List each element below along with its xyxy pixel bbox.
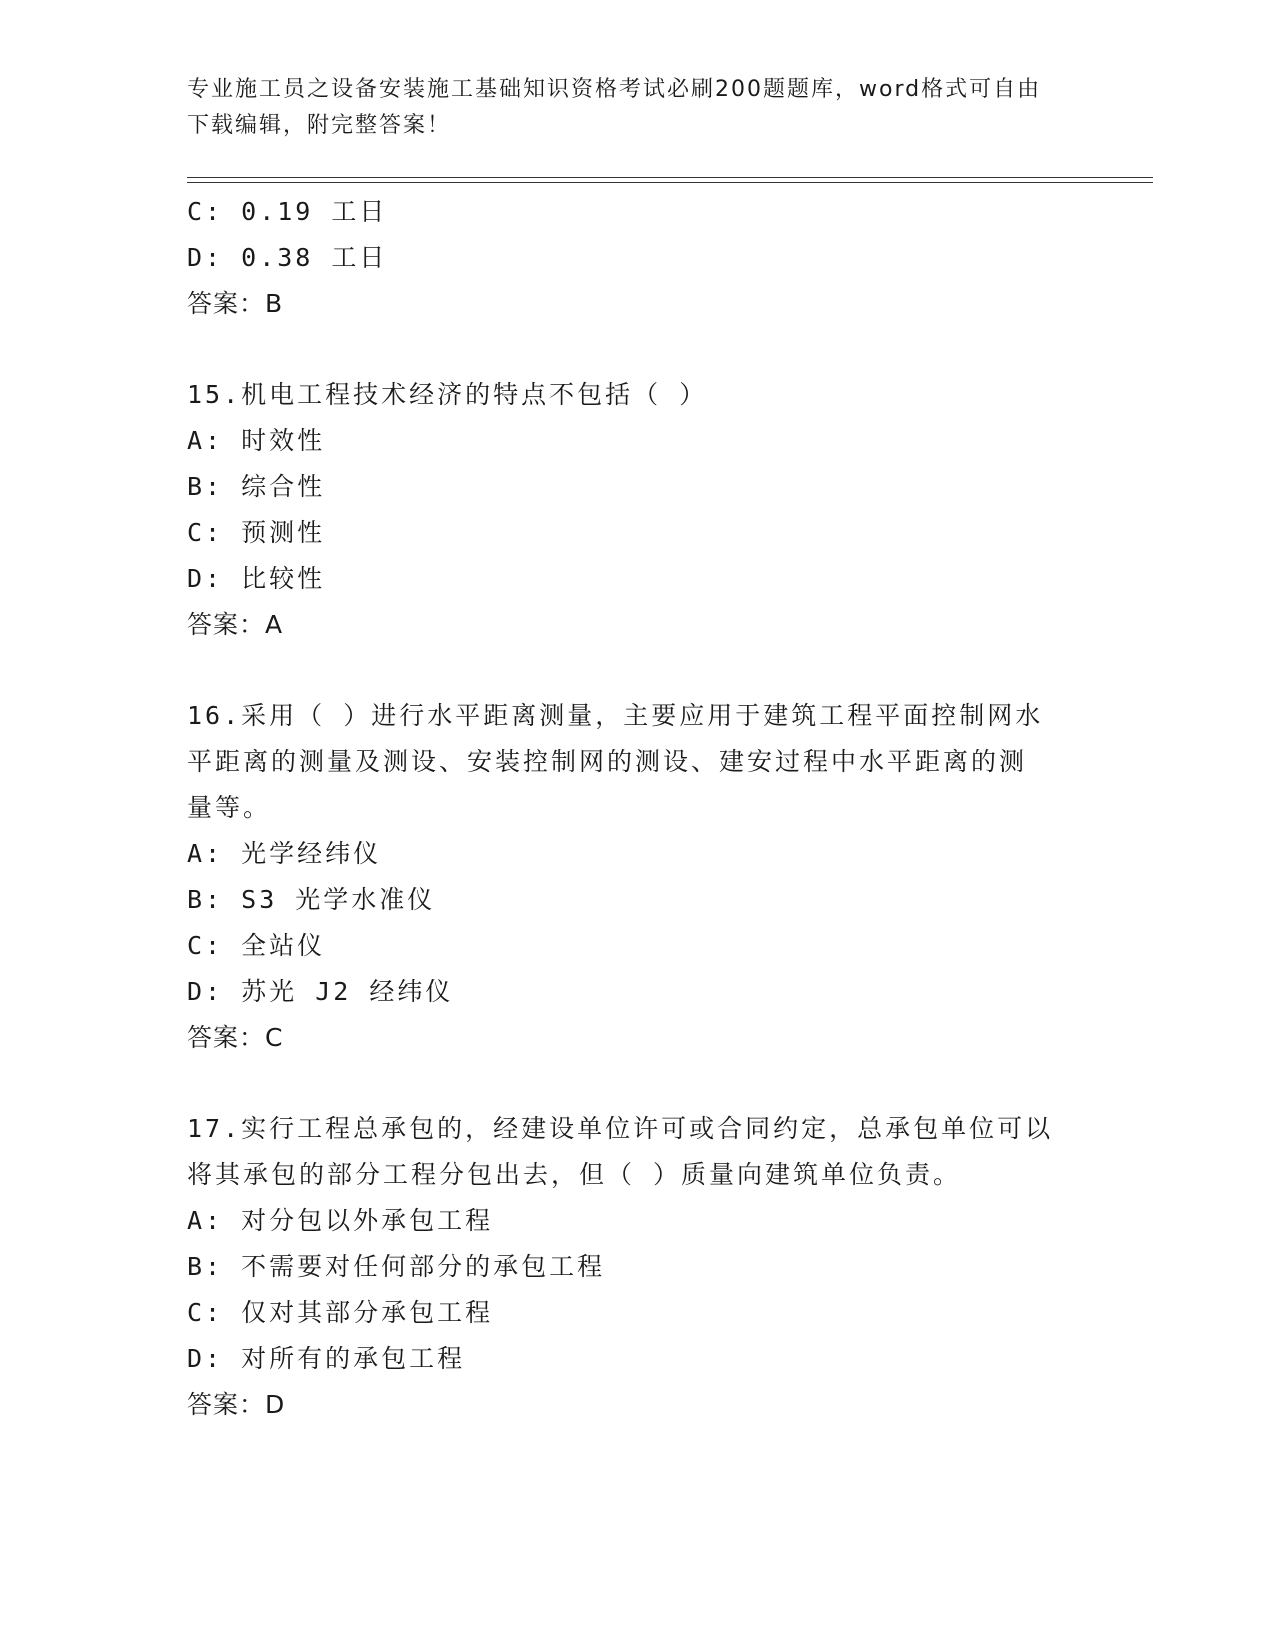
option-d: D: 0.38 工日 bbox=[187, 243, 388, 272]
option-a: A: 时效性 bbox=[187, 426, 326, 455]
question-text-line-3: 量等。 bbox=[187, 793, 272, 822]
question-text: 15.机电工程技术经济的特点不包括（ ） bbox=[187, 380, 708, 409]
option-d: D: 对所有的承包工程 bbox=[187, 1344, 466, 1373]
option-c: C: 全站仪 bbox=[187, 931, 326, 960]
question-text-line-2: 平距离的测量及测设、安装控制网的测设、建安过程中水平距离的测 bbox=[187, 747, 1028, 776]
header-title-line-2: 下载编辑，附完整答案！ bbox=[187, 113, 452, 138]
option-b: B: 不需要对任何部分的承包工程 bbox=[187, 1252, 606, 1281]
option-b: B: S3 光学水准仪 bbox=[187, 885, 436, 914]
option-a: A: 对分包以外承包工程 bbox=[187, 1206, 494, 1235]
header-divider-bottom bbox=[187, 182, 1153, 183]
question-16 bbox=[187, 693, 1087, 1061]
option-c: C: 预测性 bbox=[187, 518, 326, 547]
spacer bbox=[187, 1061, 1087, 1106]
option-b: B: 综合性 bbox=[187, 472, 326, 501]
option-d: D: 比较性 bbox=[187, 564, 326, 593]
option-a: A: 光学经纬仪 bbox=[187, 839, 382, 868]
document-header bbox=[187, 72, 1087, 144]
question-list bbox=[187, 189, 1087, 1428]
answer-line: 答案：B bbox=[187, 289, 284, 318]
question-15 bbox=[187, 372, 1087, 648]
question-text-line-2: 将其承包的部分工程分包出去，但（ ）质量向建筑单位负责。 bbox=[187, 1160, 962, 1189]
spacer bbox=[187, 327, 1087, 372]
option-c: C: 0.19 工日 bbox=[187, 197, 388, 226]
header-divider-top bbox=[187, 177, 1153, 178]
header-title-line-1: 专业施工员之设备安装施工基础知识资格考试必刷200题题库，word格式可自由 bbox=[187, 77, 1042, 102]
option-c: C: 仅对其部分承包工程 bbox=[187, 1298, 494, 1327]
question-text-line-1: 16.采用（ ）进行水平距离测量，主要应用于建筑工程平面控制网水 bbox=[187, 701, 1044, 730]
answer-line: 答案：D bbox=[187, 1390, 286, 1419]
question-17 bbox=[187, 1106, 1087, 1428]
spacer bbox=[187, 648, 1087, 693]
answer-line: 答案：A bbox=[187, 610, 284, 639]
question-text-line-1: 17.实行工程总承包的，经建设单位许可或合同约定，总承包单位可以 bbox=[187, 1114, 1054, 1143]
option-d: D: 苏光 J2 经纬仪 bbox=[187, 977, 454, 1006]
question-14 bbox=[187, 189, 1087, 327]
answer-line: 答案：C bbox=[187, 1023, 284, 1052]
